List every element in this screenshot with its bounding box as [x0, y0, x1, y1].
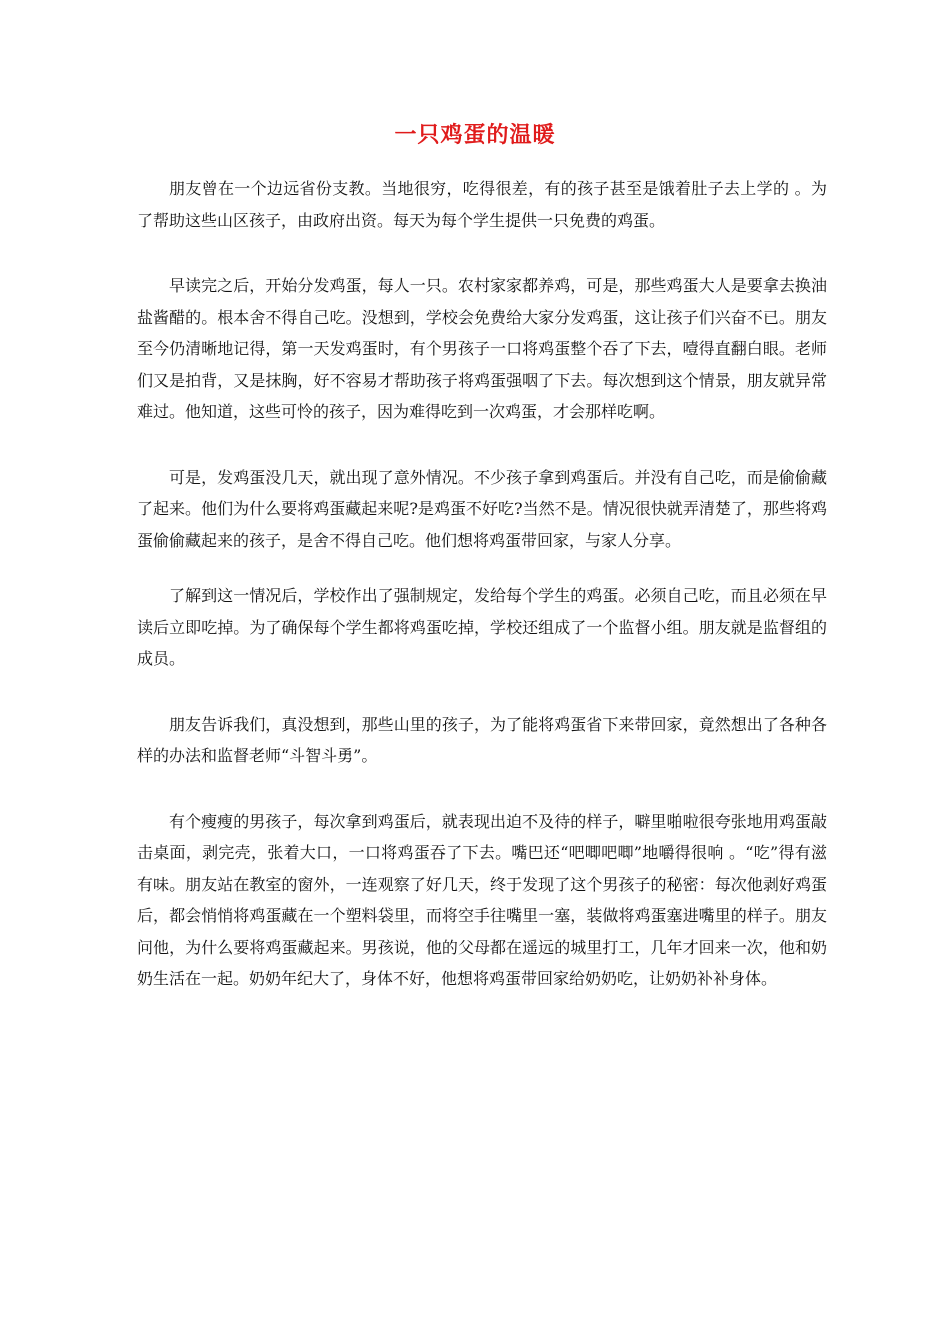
paragraph-5: 朋友告诉我们，真没想到，那些山里的孩子，为了能将鸡蛋省下来带回家，竟然想出了各种各样的办法和监督老师“斗智斗勇”。	[137, 714, 827, 765]
paragraph-6: 有个瘦瘦的男孩子，每次拿到鸡蛋后，就表现出迫不及待的样子，噼里啪啦很夸张地用鸡蛋敲击桌面，剥完壳，张着大口，一口将鸡蛋吞了下去。嘴巴还“吧唧吧唧”地嚼得很响 。“吃”得有滋有味。朋友站在教室的窗外，一连观察了好几天，终于发现了这个男孩子的秘密：每次他剥好鸡蛋后，都会悄悄将鸡蛋藏在一个塑料袋里，而将空手往嘴里一塞，装做将鸡蛋塞进嘴里的样子。朋友问他，为什么要将鸡蛋藏起来。男孩说，他的父母都在遥远的城里打工，几年才回来一次，他和奶奶生活在一起。奶奶年纪大了，身体不好，他想将鸡蛋带回家给奶奶吃，让奶奶补补身体。	[137, 811, 827, 988]
paragraph-3: 可是，发鸡蛋没几天，就出现了意外情况。不少孩子拿到鸡蛋后。并没有自己吃，而是偷偷藏了起来。他们为什么要将鸡蛋藏起来呢?是鸡蛋不好吃?当然不是。情况很快就弄清楚了，那些将鸡蛋偷偷藏起来的孩子，是舍不得自己吃。他们想将鸡蛋带回家，与家人分享。	[137, 467, 827, 550]
paragraph-2: 早读完之后，开始分发鸡蛋，每人一只。农村家家都养鸡，可是，那些鸡蛋大人是要拿去换油盐酱醋的。根本舍不得自己吃。没想到，学校会免费给大家分发鸡蛋，这让孩子们兴奋不已。朋友至今仍清晰地记得，第一天发鸡蛋时，有个男孩子一口将鸡蛋整个吞了下去，噎得直翻白眼。老师们又是拍背，又是抹胸，好不容易才帮助孩子将鸡蛋强咽了下去。每次想到这个情景，朋友就异常难过。他知道，这些可怜的孩子，因为难得吃到一次鸡蛋，才会那样吃啊。	[137, 276, 827, 421]
document-title: 一只鸡蛋的温暖	[394, 122, 556, 148]
document-body	[137, 173, 827, 1029]
paragraph-1: 朋友曾在一个边远省份支教。当地很穷，吃得很差，有的孩子甚至是饿着肚子去上学的 。为了帮助这些山区孩子，由政府出资。每天为每个学生提供一只免费的鸡蛋。	[137, 179, 827, 230]
paragraph-4: 了解到这一情况后，学校作出了强制规定，发给每个学生的鸡蛋。必须自己吃，而且必须在早读后立即吃掉。为了确保每个学生都将鸡蛋吃掉，学校还组成了一个监督小组。朋友就是监督组的成员。	[137, 586, 827, 668]
